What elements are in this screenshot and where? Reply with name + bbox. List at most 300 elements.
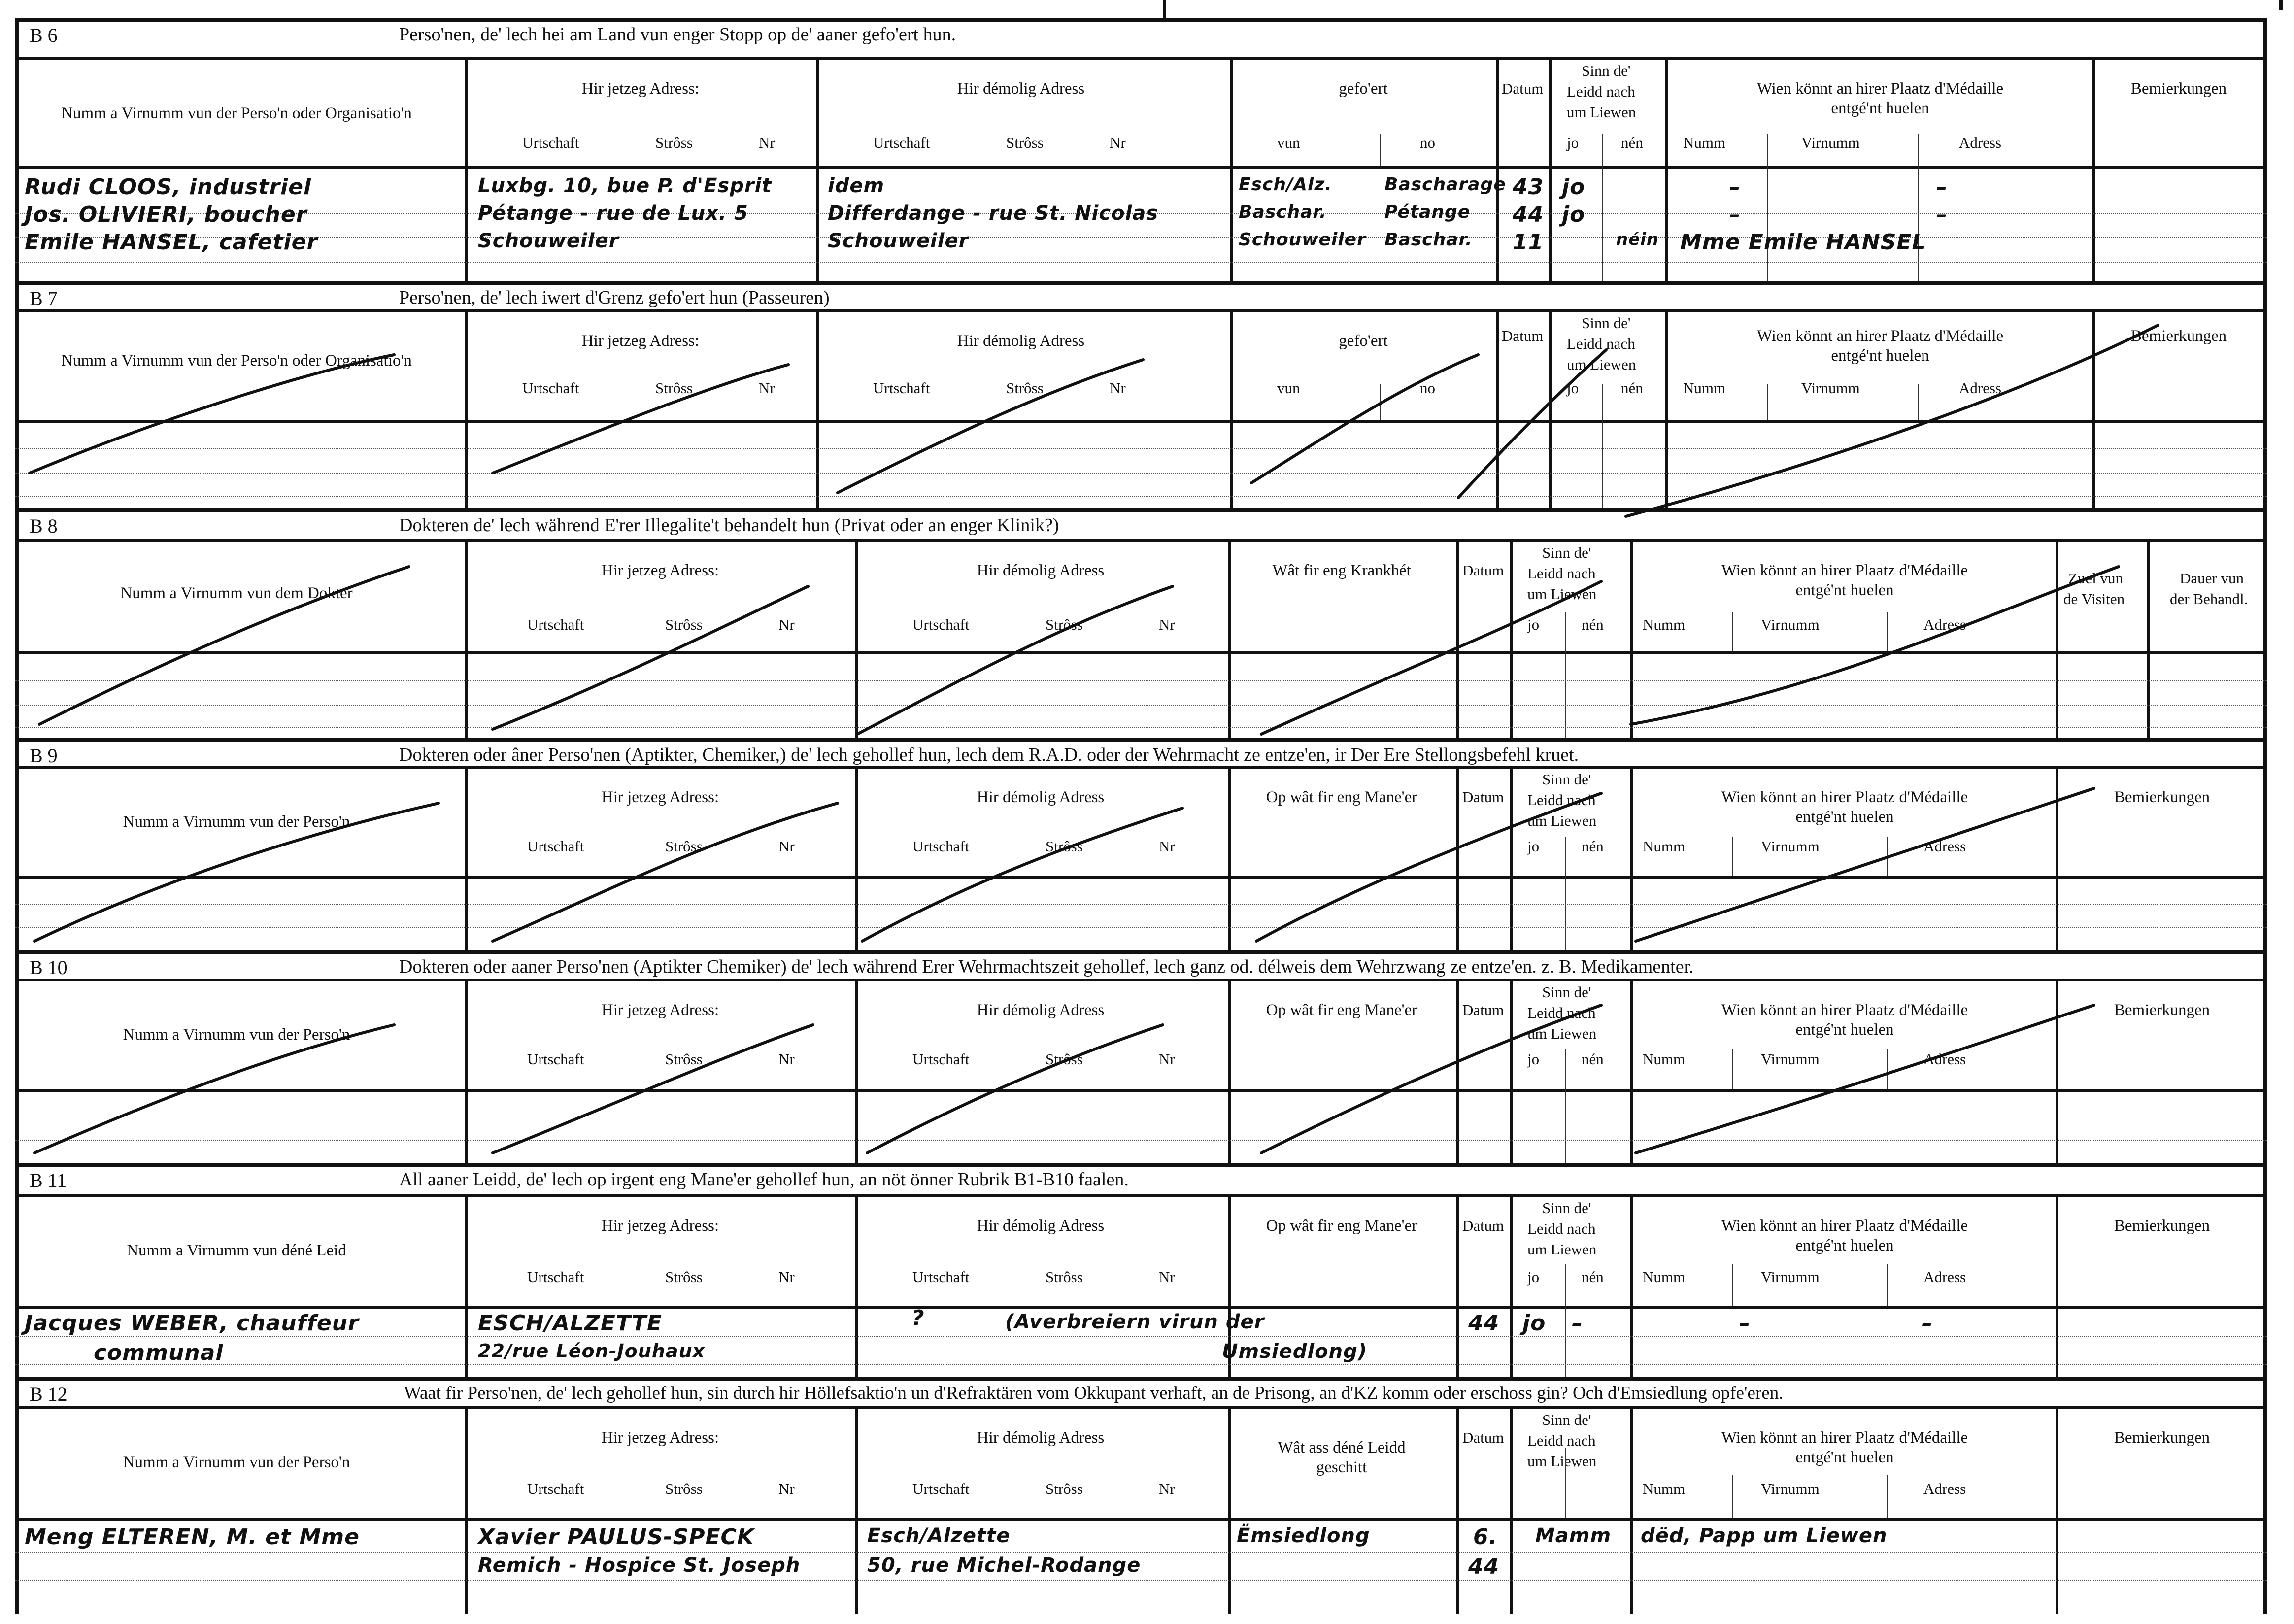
header-number: Nr bbox=[778, 838, 795, 855]
header-medal-name: Numm bbox=[1683, 379, 1726, 397]
section-header bbox=[15, 950, 2267, 981]
subdivider bbox=[1602, 134, 1603, 281]
col-remarks bbox=[2058, 981, 2267, 1163]
header-medal-address: Adress bbox=[1923, 1268, 1966, 1286]
header-former-address: Hir démolig Adress bbox=[977, 1217, 1105, 1235]
header-medal-name: Numm bbox=[1643, 616, 1686, 633]
entry-no: – bbox=[1572, 1311, 1583, 1336]
header-street: Strôss bbox=[1046, 1050, 1083, 1068]
header-number: Nr bbox=[1159, 838, 1175, 855]
section-header bbox=[15, 18, 2267, 60]
header-no: nén bbox=[1621, 134, 1643, 151]
entry-yes: jo bbox=[1522, 1311, 1546, 1336]
header-no: nén bbox=[1582, 1050, 1604, 1068]
entry-name: Jos. OLIVIERI, boucher bbox=[25, 202, 307, 227]
section-header bbox=[15, 1163, 2267, 1197]
section-code: B 8 bbox=[30, 515, 58, 537]
entry-current: Remich - Hospice St. Joseph bbox=[478, 1554, 801, 1577]
header-carried: gefo'ert bbox=[1339, 80, 1388, 98]
subdivider bbox=[1732, 612, 1733, 651]
header-from: vun bbox=[1277, 134, 1300, 151]
header-name: Numm a Virnumm vun der Perso'n bbox=[123, 813, 350, 831]
col-alive bbox=[1513, 1409, 1633, 1614]
subdivider bbox=[1732, 837, 1733, 876]
subdivider bbox=[1732, 1475, 1733, 1518]
header-street: Strôss bbox=[665, 1050, 703, 1068]
header-alive: Leidd nach bbox=[1527, 791, 1596, 809]
header-street: Strôss bbox=[655, 379, 693, 397]
entry-name: Jacques WEBER, chauffeur bbox=[25, 1311, 359, 1336]
subdivider bbox=[1887, 837, 1888, 876]
header-medal-address: Adress bbox=[1923, 838, 1966, 855]
col-former-address bbox=[858, 981, 1231, 1163]
col-date bbox=[1459, 1409, 1513, 1614]
header-medal-name: Numm bbox=[1683, 134, 1726, 151]
edge-mark bbox=[2279, 0, 2283, 10]
col-manner bbox=[1231, 981, 1459, 1163]
entry-medal-address: – bbox=[1922, 1311, 1933, 1336]
col-former-address bbox=[858, 1409, 1231, 1614]
header-medal: entgé'nt huelen bbox=[1795, 808, 1894, 826]
subdivider bbox=[1565, 837, 1566, 950]
header-medal-first: Virnumm bbox=[1761, 1480, 1820, 1497]
section-b9 bbox=[15, 738, 2267, 950]
entry-rule bbox=[15, 1140, 2267, 1141]
section-title: Perso'nen, de' lech hei am Land vun enger Stopp op de' aaner gefo'ert hun. bbox=[399, 24, 956, 45]
header-name: Numm a Virnumm vun dem Dokter bbox=[120, 584, 353, 602]
entry-manner: Umsiedlong) bbox=[1222, 1340, 1368, 1363]
col-medal bbox=[1633, 1197, 2058, 1377]
subdivider bbox=[1565, 612, 1566, 738]
header-medal: Wien könnt an hirer Plaatz d'Médaille bbox=[1756, 327, 2004, 345]
entry-rule bbox=[15, 1580, 2267, 1581]
header-illness: Wât fir eng Krankhét bbox=[1272, 562, 1411, 579]
col-manner bbox=[1231, 769, 1459, 950]
entry-happened: Ëmsiedlong bbox=[1237, 1524, 1370, 1547]
entry-rule bbox=[15, 705, 2267, 706]
entry-rule bbox=[15, 496, 2267, 497]
col-date bbox=[1499, 312, 1552, 508]
header-alive: Leidd nach bbox=[1527, 1220, 1596, 1237]
header-medal: Wien könnt an hirer Plaatz d'Médaille bbox=[1721, 562, 1968, 579]
header-locality: Urtschaft bbox=[527, 838, 584, 855]
entry-medal-name: – bbox=[1729, 202, 1741, 227]
header-remarks: Bemierkungen bbox=[2130, 80, 2227, 98]
header-medal: entgé'nt huelen bbox=[1831, 100, 1929, 117]
entry-rule bbox=[15, 1552, 2267, 1553]
section-b7 bbox=[15, 281, 2267, 508]
col-duration bbox=[2150, 542, 2267, 738]
col-illness bbox=[1231, 542, 1459, 738]
header-date: Datum bbox=[1462, 1001, 1504, 1018]
header-former-address: Hir démolig Adress bbox=[977, 1001, 1105, 1019]
header-date: Datum bbox=[1502, 327, 1544, 344]
section-code: B 10 bbox=[30, 956, 67, 979]
subdivider bbox=[1887, 1475, 1888, 1518]
header-alive: um Liewen bbox=[1567, 356, 1636, 373]
section-code: B 12 bbox=[30, 1383, 67, 1405]
header-remarks: Bemierkungen bbox=[2114, 1429, 2210, 1447]
header-medal-first: Virnumm bbox=[1801, 134, 1860, 151]
header-former-address: Hir démolig Adress bbox=[957, 80, 1085, 98]
entry-former: ? bbox=[911, 1306, 925, 1331]
header-date: Datum bbox=[1462, 562, 1504, 579]
header-no: nén bbox=[1582, 838, 1604, 855]
col-carried bbox=[1233, 312, 1499, 508]
entry-medal-name: – bbox=[1729, 174, 1741, 200]
header-current-address: Hir jetzeg Adress: bbox=[581, 80, 700, 98]
header-street: Strôss bbox=[1006, 134, 1044, 151]
header-former-address: Hir démolig Adress bbox=[977, 1429, 1105, 1447]
subdivider bbox=[1918, 384, 1919, 420]
entry-from: Esch/Alz. bbox=[1239, 174, 1332, 195]
col-former-address bbox=[858, 542, 1231, 738]
header-yes: jo bbox=[1527, 1268, 1540, 1286]
entry-no: néin bbox=[1616, 230, 1659, 249]
header-street: Strôss bbox=[655, 134, 693, 151]
entry-name: Meng ELTEREN, M. et Mme bbox=[25, 1524, 360, 1550]
header-former-address: Hir démolig Adress bbox=[977, 562, 1105, 579]
col-remarks bbox=[2095, 312, 2267, 508]
header-alive: Sinn de' bbox=[1542, 1411, 1591, 1428]
entry-date: 6. bbox=[1473, 1524, 1498, 1550]
header-medal: entgé'nt huelen bbox=[1795, 1449, 1894, 1466]
col-name bbox=[15, 1197, 468, 1377]
header-medal: entgé'nt huelen bbox=[1795, 1021, 1894, 1039]
header-medal: Wien könnt an hirer Plaatz d'Médaille bbox=[1721, 1217, 1968, 1235]
header-current-address: Hir jetzeg Adress: bbox=[601, 1429, 719, 1447]
section-code: B 6 bbox=[30, 24, 58, 46]
section-code: B 7 bbox=[30, 287, 58, 309]
subdivider bbox=[1380, 134, 1381, 166]
header-locality: Urtschaft bbox=[912, 1480, 970, 1497]
entry-rule bbox=[15, 237, 2267, 238]
entry-date: 44 bbox=[1468, 1311, 1500, 1336]
header-medal-name: Numm bbox=[1643, 1050, 1686, 1068]
header-medal: Wien könnt an hirer Plaatz d'Médaille bbox=[1756, 80, 2004, 98]
header-alive: Sinn de' bbox=[1582, 62, 1631, 79]
col-name bbox=[15, 769, 468, 950]
header-street: Strôss bbox=[1046, 616, 1083, 633]
section-header bbox=[15, 738, 2267, 769]
col-medal bbox=[1668, 312, 2095, 508]
col-current-address bbox=[468, 542, 858, 738]
col-date bbox=[1459, 542, 1513, 738]
header-remarks: Bemierkungen bbox=[2114, 788, 2210, 806]
header-yes: jo bbox=[1527, 616, 1540, 633]
header-medal: Wien könnt an hirer Plaatz d'Médaille bbox=[1721, 788, 1968, 806]
header-alive: Leidd nach bbox=[1567, 335, 1635, 352]
header-number: Nr bbox=[778, 1268, 795, 1286]
subdivider bbox=[1732, 1264, 1733, 1306]
subdivider bbox=[1887, 612, 1888, 651]
entry-medal: dëd, Papp um Liewen bbox=[1641, 1524, 1888, 1547]
header-medal-first: Virnumm bbox=[1761, 838, 1820, 855]
entry-rule bbox=[15, 1364, 2267, 1365]
header-name: Numm a Virnumm vun der Perso'n oder Organisatio'n bbox=[61, 104, 412, 122]
section-header bbox=[15, 508, 2267, 542]
entry-current: Luxbg. 10, bue P. d'Esprit bbox=[478, 174, 772, 197]
entry-date: 44 bbox=[1468, 1554, 1500, 1579]
col-date bbox=[1459, 769, 1513, 950]
entry-rule bbox=[15, 727, 2267, 728]
col-medal bbox=[1633, 981, 2058, 1163]
header-current-address: Hir jetzeg Adress: bbox=[601, 1217, 719, 1235]
entry-rule bbox=[15, 904, 2267, 905]
col-name bbox=[15, 542, 468, 738]
header-medal-first: Virnumm bbox=[1761, 1268, 1820, 1286]
header-locality: Urtschaft bbox=[912, 1268, 970, 1286]
header-alive: Sinn de' bbox=[1542, 1199, 1591, 1217]
section-b11 bbox=[15, 1163, 2267, 1377]
header-duration: Dauer vun bbox=[2180, 570, 2244, 587]
header-medal-name: Numm bbox=[1643, 1268, 1686, 1286]
header-current-address: Hir jetzeg Adress: bbox=[601, 788, 719, 806]
header-alive: Leidd nach bbox=[1567, 83, 1635, 100]
header-manner: Op wât fir eng Mane'er bbox=[1266, 1217, 1417, 1235]
entry-current: Pétange - rue de Lux. 5 bbox=[478, 202, 748, 225]
header-medal: entgé'nt huelen bbox=[1795, 1237, 1894, 1254]
header-number: Nr bbox=[759, 134, 775, 151]
entry-date: 43 bbox=[1513, 174, 1544, 200]
entry-name: communal bbox=[94, 1340, 224, 1365]
header-medal-name: Numm bbox=[1643, 1480, 1686, 1497]
header-number: Nr bbox=[1110, 134, 1126, 151]
entry-current: Schouweiler bbox=[478, 230, 619, 252]
header-medal-name: Numm bbox=[1643, 838, 1686, 855]
header-medal-address: Adress bbox=[1959, 379, 2002, 397]
header-locality: Urtschaft bbox=[522, 134, 579, 151]
col-former-address bbox=[858, 769, 1231, 950]
col-current-address bbox=[468, 769, 858, 950]
header-locality: Urtschaft bbox=[522, 379, 579, 397]
col-date bbox=[1459, 1197, 1513, 1377]
header-alive: Leidd nach bbox=[1527, 565, 1596, 582]
col-remarks bbox=[2058, 1197, 2267, 1377]
section-title: Perso'nen, de' lech iwert d'Grenz gefo'ert hun (Passeuren) bbox=[399, 287, 830, 308]
header-number: Nr bbox=[1159, 1480, 1175, 1497]
header-current-address: Hir jetzeg Adress: bbox=[581, 332, 700, 350]
col-name bbox=[15, 1409, 468, 1614]
section-title: Dokteren oder aaner Perso'nen (Aptikter Chemiker) de' lech während Erer Wehrmachtszeit gehollef, lech ganz od. délweis dem Wehrzwang ze entze'en. z. B. Medikamenter. bbox=[399, 956, 1694, 977]
header-street: Strôss bbox=[1046, 1480, 1083, 1497]
header-street: Strôss bbox=[1006, 379, 1044, 397]
entry-current: 22/rue Léon-Jouhaux bbox=[478, 1340, 706, 1362]
entry-to: Pétange bbox=[1384, 202, 1471, 222]
section-title: All aaner Leidd, de' lech op irgent eng Mane'er gehollef hun, an nöt önner Rubrik B1-B10 faalen. bbox=[399, 1169, 1129, 1190]
header-locality: Urtschaft bbox=[527, 1480, 584, 1497]
header-no: nén bbox=[1621, 379, 1643, 397]
header-name: Numm a Virnumm vun der Perso'n oder Organisatio'n bbox=[61, 352, 412, 370]
header-date: Datum bbox=[1462, 788, 1504, 806]
entry-former: Schouweiler bbox=[828, 230, 969, 252]
section-header bbox=[15, 281, 2267, 312]
header-street: Strôss bbox=[1046, 838, 1083, 855]
header-street: Strôss bbox=[665, 1268, 703, 1286]
header-former-address: Hir démolig Adress bbox=[977, 788, 1105, 806]
entry-manner: (Averbreiern virun der bbox=[1005, 1311, 1265, 1333]
entry-former: 50, rue Michel-Rodange bbox=[867, 1554, 1141, 1577]
header-medal-address: Adress bbox=[1959, 134, 2002, 151]
header-duration: der Behandl. bbox=[2170, 590, 2248, 608]
header-date: Datum bbox=[1502, 80, 1544, 97]
col-current-address bbox=[468, 312, 819, 508]
header-street: Strôss bbox=[1046, 1268, 1083, 1286]
section-title: Waat fir Perso'nen, de' lech gehollef hun, sin durch hir Höllefsaktio'n un d'Refraktären vom Okkupant verhaft, an de Prisong, an d'KZ komm oder erschoss gin? Och d'Emsiedlung opfe'eren. bbox=[404, 1383, 1784, 1403]
header-yes: jo bbox=[1527, 838, 1540, 855]
header-yes: jo bbox=[1567, 379, 1579, 397]
entry-yes: jo bbox=[1562, 174, 1586, 200]
header-number: Nr bbox=[778, 616, 795, 633]
section-b6 bbox=[15, 18, 2267, 281]
header-yes: jo bbox=[1527, 1050, 1540, 1068]
header-medal: Wien könnt an hirer Plaatz d'Médaille bbox=[1721, 1429, 1968, 1447]
section-b8 bbox=[15, 508, 2267, 738]
header-locality: Urtschaft bbox=[527, 1268, 584, 1286]
header-happened: geschitt bbox=[1316, 1458, 1367, 1476]
header-street: Strôss bbox=[665, 838, 703, 855]
header-alive: Sinn de' bbox=[1542, 771, 1591, 788]
header-medal: entgé'nt huelen bbox=[1831, 347, 1929, 365]
header-medal-address: Adress bbox=[1923, 1050, 1966, 1068]
header-name: Numm a Virnumm vun der Perso'n bbox=[123, 1026, 350, 1044]
header-alive: Leidd nach bbox=[1527, 1432, 1596, 1449]
col-alive bbox=[1513, 542, 1633, 738]
header-carried: gefo'ert bbox=[1339, 332, 1388, 350]
header-locality: Urtschaft bbox=[527, 616, 584, 633]
subdivider bbox=[1565, 1264, 1566, 1377]
entry-date: 44 bbox=[1513, 202, 1544, 227]
header-alive: Sinn de' bbox=[1542, 983, 1591, 1001]
header-alive: Sinn de' bbox=[1542, 544, 1591, 561]
entry-rule bbox=[15, 680, 2267, 681]
entry-name: Emile HANSEL, cafetier bbox=[25, 230, 318, 255]
entry-medal-address: – bbox=[1936, 174, 1948, 200]
entry-rule bbox=[15, 262, 2267, 263]
col-current-address bbox=[468, 981, 858, 1163]
header-remarks: Bemierkungen bbox=[2130, 327, 2227, 345]
header-medal-first: Virnumm bbox=[1761, 616, 1820, 633]
header-street: Strôss bbox=[665, 616, 703, 633]
header-medal-first: Virnumm bbox=[1801, 379, 1860, 397]
entry-rule bbox=[15, 1336, 2267, 1337]
header-locality: Urtschaft bbox=[527, 1050, 584, 1068]
header-locality: Urtschaft bbox=[912, 616, 970, 633]
header-locality: Urtschaft bbox=[873, 379, 930, 397]
header-alive: um Liewen bbox=[1527, 585, 1597, 603]
col-current-address bbox=[468, 1409, 858, 1614]
header-current-address: Hir jetzeg Adress: bbox=[601, 1001, 719, 1019]
entry-from: Baschar. bbox=[1239, 202, 1327, 222]
header-locality: Urtschaft bbox=[912, 838, 970, 855]
col-happened bbox=[1231, 1409, 1459, 1614]
header-medal-address: Adress bbox=[1923, 1480, 1966, 1497]
header-alive: um Liewen bbox=[1527, 1453, 1597, 1470]
header-name: Numm a Virnumm vun der Perso'n bbox=[123, 1454, 350, 1471]
header-name: Numm a Virnumm vun déné Leid bbox=[127, 1242, 346, 1259]
header-alive: um Liewen bbox=[1527, 812, 1597, 829]
entry-former: Differdange - rue St. Nicolas bbox=[828, 202, 1159, 225]
header-number: Nr bbox=[1159, 616, 1175, 633]
entry-to: Baschar. bbox=[1384, 230, 1473, 250]
subdivider bbox=[1732, 1049, 1733, 1089]
header-from: vun bbox=[1277, 379, 1300, 397]
header-locality: Urtschaft bbox=[873, 134, 930, 151]
header-manner: Op wât fir eng Mane'er bbox=[1266, 788, 1417, 806]
col-remarks bbox=[2058, 1409, 2267, 1614]
col-former-address bbox=[858, 1197, 1231, 1377]
col-name bbox=[15, 981, 468, 1163]
header-medal: entgé'nt huelen bbox=[1795, 581, 1894, 599]
header-alive: um Liewen bbox=[1527, 1241, 1597, 1258]
section-header bbox=[15, 1377, 2267, 1409]
subdivider bbox=[1565, 1049, 1566, 1163]
col-alive bbox=[1513, 1197, 1633, 1377]
header-to: no bbox=[1420, 379, 1435, 397]
header-locality: Urtschaft bbox=[912, 1050, 970, 1068]
entry-from: Schouweiler bbox=[1239, 230, 1366, 250]
entry-alive: Mamm bbox=[1535, 1524, 1612, 1547]
entry-to: Bascharage bbox=[1384, 174, 1506, 195]
col-former-address bbox=[819, 312, 1233, 508]
header-alive: Leidd nach bbox=[1527, 1004, 1596, 1021]
entry-medal-name: Mme Emile HANSEL bbox=[1680, 230, 1926, 255]
entry-rule bbox=[15, 473, 2267, 474]
subdivider bbox=[1767, 384, 1768, 420]
section-title: Dokteren de' lech während E'rer Illegalite't behandelt hun (Privat oder an enger Klinik?) bbox=[399, 515, 1059, 536]
header-former-address: Hir démolig Adress bbox=[957, 332, 1085, 350]
entry-name: Rudi CLOOS, industriel bbox=[25, 174, 312, 200]
header-number: Nr bbox=[778, 1480, 795, 1497]
header-medal: Wien könnt an hirer Plaatz d'Médaille bbox=[1721, 1001, 1968, 1019]
header-no: nén bbox=[1582, 1268, 1604, 1286]
header-medal-address: Adress bbox=[1923, 616, 1966, 633]
entry-rule bbox=[15, 448, 2267, 449]
header-number: Nr bbox=[1159, 1268, 1175, 1286]
section-b10 bbox=[15, 950, 2267, 1163]
header-alive: um Liewen bbox=[1567, 103, 1636, 121]
header-current-address: Hir jetzeg Adress: bbox=[601, 562, 719, 579]
entry-medal-name: – bbox=[1739, 1311, 1751, 1336]
entry-former: idem bbox=[828, 174, 885, 197]
entry-former: Esch/Alzette bbox=[867, 1524, 1011, 1547]
header-number: Nr bbox=[1159, 1050, 1175, 1068]
header-date: Datum bbox=[1462, 1217, 1504, 1234]
col-remarks bbox=[2095, 60, 2267, 281]
header-number: Nr bbox=[778, 1050, 795, 1068]
entry-current: Xavier PAULUS-SPECK bbox=[478, 1524, 754, 1550]
subdivider bbox=[1767, 134, 1768, 281]
entry-yes: jo bbox=[1562, 202, 1586, 227]
entry-rule bbox=[15, 927, 2267, 928]
header-date: Datum bbox=[1462, 1429, 1504, 1446]
header-yes: jo bbox=[1567, 134, 1579, 151]
subdivider bbox=[1918, 134, 1919, 281]
section-title: Dokteren oder âner Perso'nen (Aptikter, Chemiker,) de' lech gehollef hun, lech dem R.A.D. oder der Wehrmacht ze entze'en, ir Der Ere Stellongsbefehl kruet. bbox=[399, 744, 1579, 765]
subdivider bbox=[1887, 1049, 1888, 1089]
header-street: Strôss bbox=[665, 1480, 703, 1497]
section-b12 bbox=[15, 1377, 2267, 1614]
header-manner: Op wât fir eng Mane'er bbox=[1266, 1001, 1417, 1019]
col-medal bbox=[1633, 1409, 2058, 1614]
header-remarks: Bemierkungen bbox=[2114, 1001, 2210, 1019]
header-to: no bbox=[1420, 134, 1435, 151]
header-visits: Zuel vun bbox=[2068, 570, 2124, 587]
entry-date: 11 bbox=[1513, 230, 1544, 255]
col-alive bbox=[1513, 769, 1633, 950]
header-number: Nr bbox=[1110, 379, 1126, 397]
entry-current: ESCH/ALZETTE bbox=[478, 1311, 663, 1336]
